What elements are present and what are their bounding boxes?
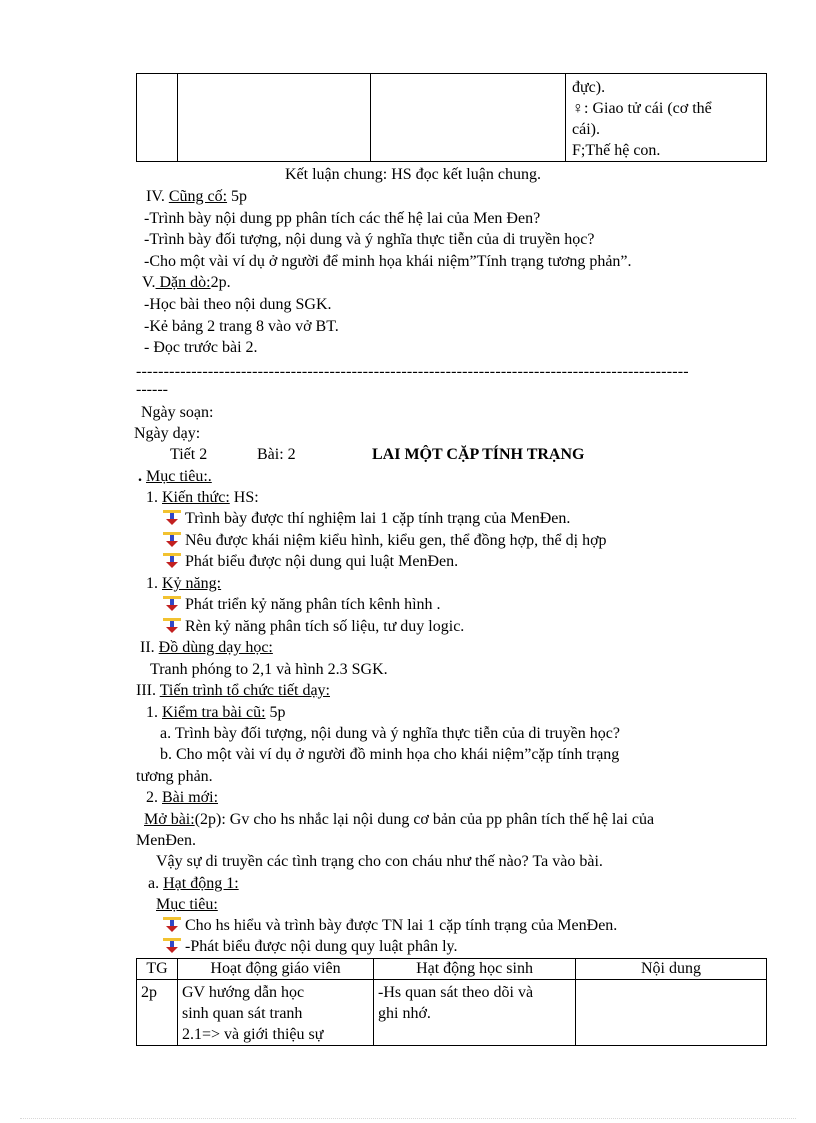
kiem-tra-a: a. Trình bày đối tượng, nội dung và ý nghĩa thực tiễn của di truyền học? <box>160 725 620 742</box>
kien-thuc-heading: 1. Kiến thức: HS: <box>146 489 259 506</box>
bullet-item: Cho hs hiểu và trình bày được TN lai 1 cặp tính trạng của MenĐen. <box>163 916 617 936</box>
tiet-label: Tiết 2 <box>170 446 208 463</box>
kien-thuc-title: Kiến thức: <box>162 489 230 506</box>
bullet-item: Rèn kỷ năng phân tích số liệu, tư duy logic. <box>163 617 464 637</box>
bullet-item: Phát biểu được nội dung qui luật MenĐen. <box>163 552 458 572</box>
top-table <box>136 73 767 162</box>
section-4-item: -Trình bày đối tượng, nội dung và ý nghĩa thực tiễn của di truyền học? <box>144 231 595 248</box>
arrow-bullet-icon <box>163 552 181 568</box>
table-header-nd: Nội dung <box>576 959 767 980</box>
gv-line: 2.1=> và giới thiệu sự <box>182 1026 324 1043</box>
section-5-item: -Học bài theo nội dung SGK. <box>144 296 332 313</box>
hoat-dong-1-muc-tieu: Mục tiêu: <box>156 896 218 913</box>
section-5-item: - Đọc trước bài 2. <box>144 339 258 356</box>
nd-line: đực). <box>572 79 606 96</box>
arrow-bullet-icon <box>163 617 181 633</box>
footer-divider <box>20 1118 796 1119</box>
bullet-item: -Phát biểu được nội dung quy luật phân ly. <box>163 937 458 957</box>
kiem-tra-heading: 1. Kiểm tra bài cũ: 5p <box>146 704 286 721</box>
activity-table <box>136 958 767 1046</box>
bai-moi-heading: 2. Bài mới: <box>146 789 219 806</box>
ngay-day: Ngày dạy: <box>134 425 201 442</box>
bai-label: Bài: 2 <box>257 446 296 463</box>
arrow-bullet-icon <box>163 531 181 547</box>
do-dung-content: Tranh phóng to 2,1 và hình 2.3 SGK. <box>150 661 388 678</box>
ky-nang-heading: 1. Kỷ năng: <box>146 575 222 592</box>
gv-line: GV hướng dẫn học <box>182 984 305 1001</box>
arrow-bullet-icon <box>163 916 181 932</box>
arrow-bullet-icon <box>163 509 181 525</box>
do-dung-title: Đồ dùng dạy học: <box>158 639 273 656</box>
table-header-gv: Hoạt động giáo viên <box>178 959 374 980</box>
hs-line: ghi nhớ. <box>378 1005 431 1022</box>
section-5-item: -Kẻ bảng 2 trang 8 vào vở BT. <box>144 318 339 335</box>
section-4-item: -Cho một vài ví dụ ở người để minh họa khái niệm”Tính trạng tương phản”. <box>144 253 632 270</box>
kiem-tra-title: Kiểm tra bài cũ: <box>162 704 266 721</box>
separator-line: ---------------------------------------------------------------------------------------------------- <box>136 363 689 380</box>
kiem-tra-b-cont: tương phản. <box>136 768 213 785</box>
ngay-soan: Ngày soạn: <box>141 404 214 421</box>
mo-bai-cont: MenĐen. <box>136 832 196 849</box>
muc-tieu-title: Mục tiêu:. <box>146 468 212 485</box>
kiem-tra-b: b. Cho một vài ví dụ ở người đồ minh họa cho khái niệm”cặp tính trạng <box>160 746 620 763</box>
do-dung-heading: II. Đồ dùng dạy học: <box>140 639 273 656</box>
table-cell-gv <box>178 980 374 1046</box>
bullet-item: Nêu được khái niệm kiểu hình, kiểu gen, thể đồng hợp, thể dị hợp <box>163 531 607 551</box>
bullet-item: Phát triển kỷ năng phân tích kênh hình . <box>163 595 441 615</box>
bai-moi-intro: Vậy sự di truyền các tình trạng cho con cháu như thế nào? Ta vào bài. <box>156 853 603 870</box>
table-cell-tg: 2p <box>137 980 178 1046</box>
tien-trinh-heading: III. Tiến trình tổ chức tiết dạy: <box>136 682 330 699</box>
top-table-cell-tg <box>137 74 178 162</box>
muc-tieu-heading: . Mục tiêu:. <box>138 468 212 485</box>
table-cell-nd <box>576 980 767 1046</box>
lesson-title: LAI MỘT CẶP TÍNH TRẠNG <box>372 446 585 463</box>
separator-tail: ------ <box>136 381 168 398</box>
ky-nang-title: Kỷ năng: <box>162 575 222 592</box>
gv-line: sinh quan sát tranh <box>182 1005 303 1022</box>
section-4-item: -Trình bày nội dung pp phân tích các thế hệ lai của Men Đen? <box>144 210 541 227</box>
top-table-cell-nd <box>566 74 767 162</box>
hoat-dong-1-heading: a. Hạt động 1: <box>148 875 239 892</box>
nd-line: F;Thế hệ con. <box>572 142 661 159</box>
section-4-title: Cũng cố: <box>168 188 228 205</box>
table-cell-hs <box>374 980 576 1046</box>
bai-moi-title: Bài mới: <box>162 789 219 806</box>
mo-bai-title: Mở bài: <box>144 811 195 828</box>
mo-bai-line: Mở bài:(2p): Gv cho hs nhắc lại nội dung cơ bản của pp phân tích thế hệ lai của <box>144 811 655 828</box>
hs-line: -Hs quan sát theo dõi và <box>378 984 534 1001</box>
tien-trinh-title: Tiến trình tổ chức tiết dạy: <box>159 682 330 699</box>
top-table-cell-hs <box>371 74 566 162</box>
arrow-bullet-icon <box>163 937 181 953</box>
hoat-dong-1-title: Hạt động 1: <box>163 875 239 892</box>
section-5-heading: V. Dặn dò:2p. <box>142 274 231 291</box>
table-header-hs: Hạt động học sinh <box>374 959 576 980</box>
section-5-title: Dặn dò: <box>155 274 211 291</box>
arrow-bullet-icon <box>163 595 181 611</box>
nd-line: ♀: Giao tử cái (cơ thể <box>572 100 712 117</box>
section-4-heading: IV. Cũng cố: 5p <box>146 188 248 205</box>
nd-line: cái). <box>572 121 600 138</box>
bullet-item: Trình bày được thí nghiệm lai 1 cặp tính trạng của MenĐen. <box>163 509 570 529</box>
top-table-cell-gv <box>178 74 371 162</box>
conclusion-text: Kết luận chung: HS đọc kết luận chung. <box>285 166 541 183</box>
table-header-tg: TG <box>137 959 178 980</box>
